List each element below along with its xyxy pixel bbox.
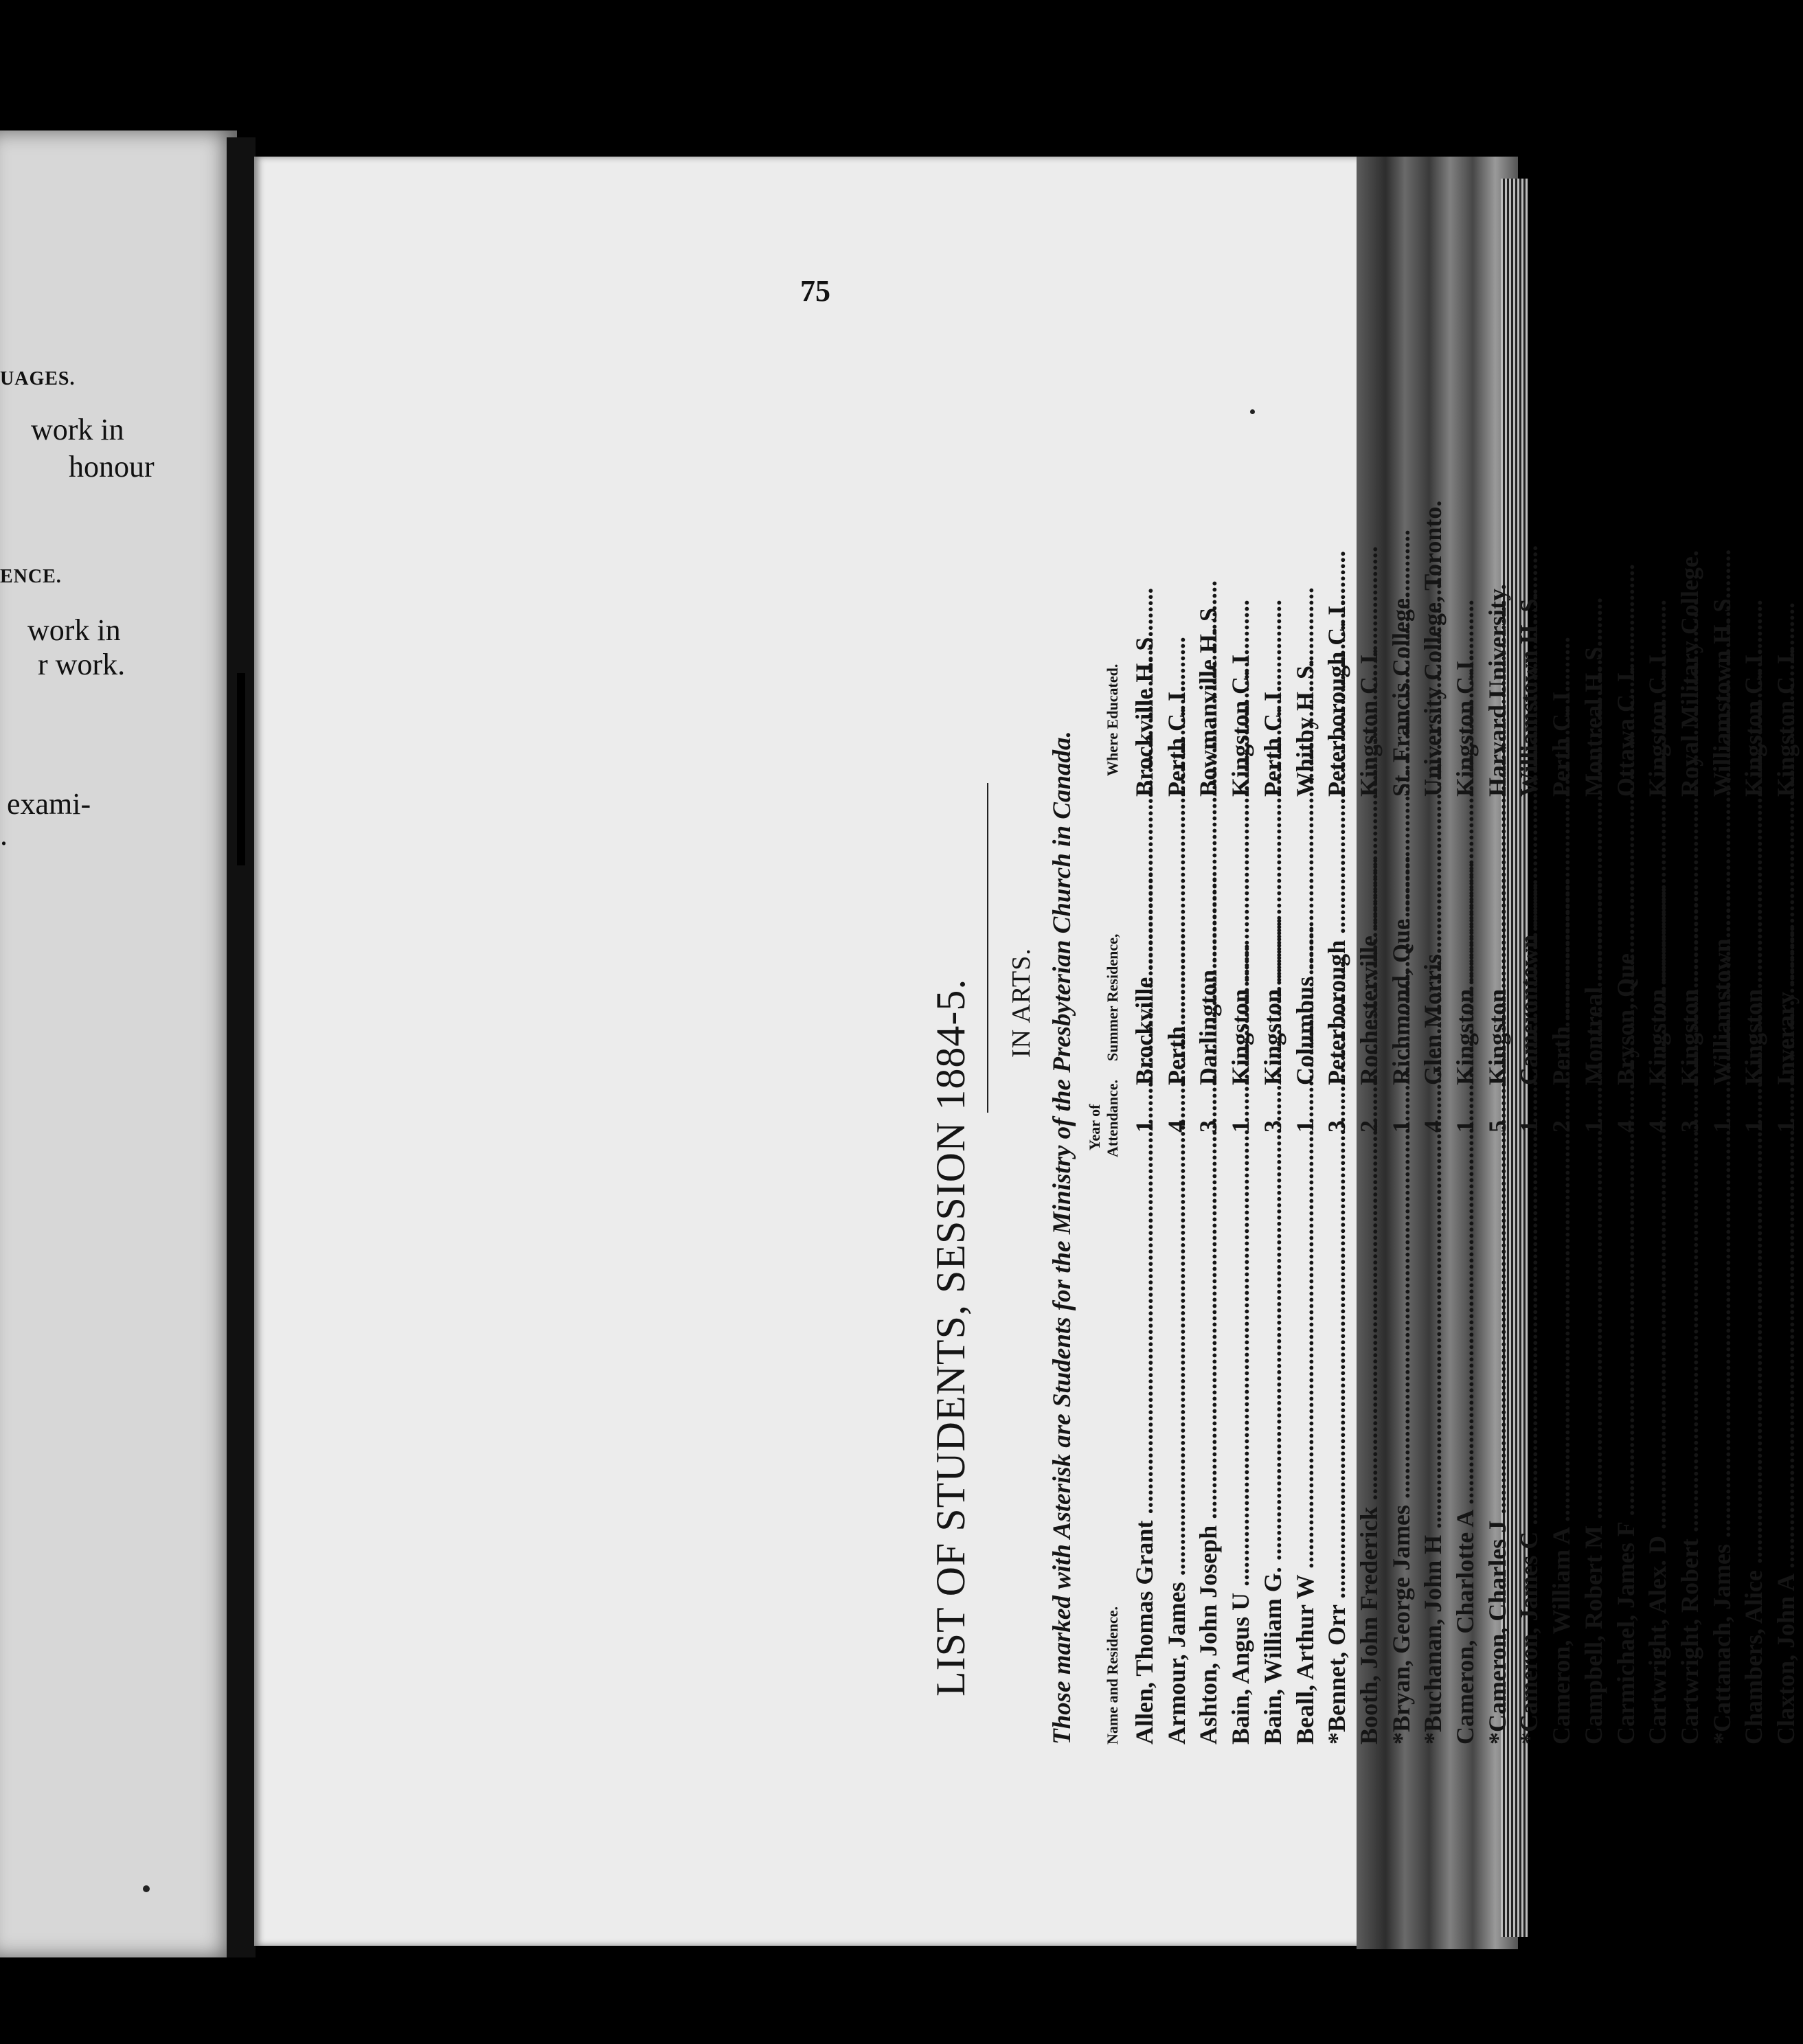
student-name: Cameron, Charlotte A ..... bbox=[1451, 1154, 1479, 1745]
summer-residence: Glen Morris ..... bbox=[1418, 797, 1447, 1085]
year-of-attendance: 1 bbox=[1772, 1120, 1800, 1133]
left-page bbox=[0, 130, 237, 1957]
summer-residence: Kingston ..... bbox=[1226, 797, 1255, 1085]
year-of-attendance: 4 bbox=[1162, 1120, 1190, 1133]
student-name: *Buchanan, John H ..... bbox=[1418, 1154, 1447, 1745]
table-row bbox=[1451, 275, 1482, 1772]
scan-border-top bbox=[0, 0, 1626, 148]
table-row bbox=[1739, 275, 1771, 1772]
year-of-attendance: 1 bbox=[1515, 1120, 1543, 1133]
summer-residence: Peterborough ..... bbox=[1322, 797, 1351, 1085]
table-row bbox=[1611, 275, 1643, 1772]
table-row bbox=[1483, 275, 1515, 1772]
student-name: Ashton, John Joseph ..... bbox=[1194, 1154, 1223, 1745]
table-row bbox=[1291, 275, 1322, 1772]
summer-residence: Kingston ..... bbox=[1643, 797, 1672, 1085]
table-row bbox=[1226, 275, 1258, 1772]
where-educated: Kingston C. I. bbox=[1644, 648, 1672, 797]
year-of-attendance: 1 bbox=[1740, 1120, 1768, 1133]
where-educated: Kingston C. I. bbox=[1740, 648, 1768, 797]
summer-residence: Montreal ..... bbox=[1579, 797, 1608, 1085]
table-row bbox=[1322, 275, 1354, 1772]
left-page-line: ENCE. bbox=[0, 566, 62, 587]
summer-residence: Bryson, Que ..... bbox=[1611, 797, 1640, 1085]
left-page-line: exami- bbox=[7, 787, 91, 821]
table-row bbox=[1130, 275, 1161, 1772]
where-educated: Williamstown H. S. bbox=[1515, 592, 1543, 797]
book-gutter-shadow bbox=[237, 673, 245, 865]
summer-residence: Columbus ..... bbox=[1291, 797, 1319, 1085]
where-educated: St. Francis College. bbox=[1387, 592, 1415, 797]
year-of-attendance: 1 bbox=[1291, 1120, 1319, 1133]
student-name: *Cameron, Charles J ..... bbox=[1483, 1154, 1512, 1745]
table-row bbox=[1354, 275, 1386, 1772]
where-educated: Perth C. I. bbox=[1547, 685, 1576, 797]
student-name: Cartwright, Alex. D ..... bbox=[1643, 1154, 1672, 1745]
where-educated: University College, Toronto. bbox=[1419, 500, 1447, 797]
year-of-attendance: 2 bbox=[1547, 1120, 1576, 1133]
column-header-educated: Where Educated. bbox=[1104, 663, 1121, 776]
table-row bbox=[1771, 275, 1803, 1772]
table-row bbox=[1194, 275, 1225, 1772]
where-educated: Kingston C.I. bbox=[1451, 654, 1479, 797]
page-title: LIST OF STUDENTS, SESSION 1884-5. bbox=[928, 978, 973, 1696]
table-row bbox=[1258, 275, 1290, 1772]
left-page-line: work in bbox=[31, 413, 124, 446]
summer-residence: Kingston ..... bbox=[1675, 797, 1704, 1085]
student-name: Carmichael, James F ..... bbox=[1611, 1154, 1640, 1745]
student-name: Bain, William G. ..... bbox=[1258, 1154, 1287, 1745]
year-of-attendance: 1 bbox=[1227, 1120, 1255, 1133]
where-educated: Whitby H. S. bbox=[1291, 659, 1319, 797]
summer-residence: Brockville ..... bbox=[1130, 797, 1159, 1085]
student-name: Bain, Angus U ..... bbox=[1226, 1154, 1255, 1745]
asterisk-note: Those marked with Asterisk are Students for the Ministry of the Presbyterian Church in Canada. bbox=[1048, 731, 1076, 1745]
column-header-year-line2: Attendance. bbox=[1104, 1079, 1121, 1157]
scan-border-bottom bbox=[0, 1964, 1626, 2044]
left-page-line: r work. bbox=[38, 648, 126, 681]
table-row bbox=[1387, 275, 1418, 1772]
summer-residence: Perth ..... bbox=[1162, 797, 1191, 1085]
where-educated: Perth C. I. bbox=[1258, 685, 1286, 797]
summer-residence: Camerontown ..... bbox=[1515, 797, 1543, 1085]
where-educated: Kingston C. I. bbox=[1354, 648, 1383, 797]
table-row bbox=[1675, 275, 1707, 1772]
where-educated: Kingston C. I. bbox=[1772, 648, 1800, 797]
summer-residence: Richmond, Que ..... bbox=[1387, 797, 1416, 1085]
title-rule bbox=[987, 783, 988, 1113]
where-educated: Kingston C. I bbox=[1227, 654, 1255, 797]
summer-residence: Darlington ..... bbox=[1194, 797, 1223, 1085]
table-row bbox=[1643, 275, 1675, 1772]
summer-residence: Perth ..... bbox=[1547, 797, 1576, 1085]
student-list bbox=[924, 275, 1800, 1772]
book-gutter bbox=[227, 137, 256, 1957]
left-page-line: . bbox=[0, 818, 8, 852]
student-name: Cartwright, Robert ..... bbox=[1675, 1154, 1704, 1745]
year-of-attendance: 5 bbox=[1483, 1120, 1511, 1133]
year-of-attendance: 4 bbox=[1419, 1120, 1447, 1133]
summer-residence: Williamstown ..... bbox=[1708, 797, 1736, 1085]
table-row bbox=[1579, 275, 1611, 1772]
summer-residence: Kingston ..... bbox=[1739, 797, 1768, 1085]
student-name: *Bennet, Orr ..... bbox=[1322, 1154, 1351, 1745]
summer-residence: Kingston ..... bbox=[1483, 797, 1512, 1085]
column-header-name: Name and Residence. bbox=[1104, 1606, 1121, 1745]
year-of-attendance: 2 bbox=[1354, 1120, 1383, 1133]
where-educated: Montreal H. S. bbox=[1579, 640, 1607, 797]
table-row bbox=[1418, 275, 1450, 1772]
year-of-attendance: 3 bbox=[1323, 1120, 1351, 1133]
left-page-line: work in bbox=[27, 613, 121, 647]
where-educated: Williamstown H. S. bbox=[1708, 592, 1736, 797]
student-name: *Cameron, James C ..... bbox=[1515, 1154, 1543, 1745]
year-of-attendance: 1 bbox=[1131, 1120, 1158, 1133]
where-educated: Perth C. I. bbox=[1162, 685, 1190, 797]
student-name: Booth, John Frederick ..... bbox=[1354, 1154, 1383, 1745]
year-of-attendance: 1 bbox=[1579, 1120, 1607, 1133]
summer-residence: Rochesterville ..... bbox=[1354, 797, 1383, 1085]
year-of-attendance: 1 bbox=[1708, 1120, 1736, 1133]
speck bbox=[143, 1885, 150, 1892]
student-name: Campbell, Robert M ..... bbox=[1579, 1154, 1608, 1745]
where-educated: Royal Military College. bbox=[1675, 550, 1703, 797]
student-name: Claxton, John A ..... bbox=[1771, 1154, 1800, 1745]
table-row bbox=[1547, 275, 1578, 1772]
table-row bbox=[1708, 275, 1739, 1772]
student-name: *Cattanach, James ..... bbox=[1708, 1154, 1736, 1745]
table-row bbox=[1515, 275, 1546, 1772]
left-page-line: honour bbox=[69, 450, 155, 484]
where-educated: Harvard University. bbox=[1483, 584, 1511, 797]
column-header-residence: Summer Residence, bbox=[1104, 933, 1121, 1061]
student-name: Cameron, William A ..... bbox=[1547, 1154, 1576, 1745]
where-educated: Peterborough C. I. bbox=[1323, 599, 1351, 797]
year-of-attendance: 4 bbox=[1611, 1120, 1640, 1133]
student-name: Armour, James ..... bbox=[1162, 1154, 1191, 1745]
summer-residence: Inverary ..... bbox=[1771, 797, 1800, 1085]
where-educated: Ottawa C. I. bbox=[1611, 666, 1640, 797]
column-header-year-line1: Year of bbox=[1086, 1104, 1103, 1150]
page-number: 75 bbox=[800, 274, 830, 308]
year-of-attendance: 1 bbox=[1451, 1120, 1479, 1133]
left-page-line: UAGES. bbox=[0, 368, 76, 389]
year-of-attendance: 3 bbox=[1194, 1120, 1223, 1133]
student-name: Chambers, Alice ..... bbox=[1739, 1154, 1768, 1745]
where-educated: Brockville H. S. bbox=[1131, 631, 1158, 797]
year-of-attendance: 3 bbox=[1675, 1120, 1703, 1133]
year-of-attendance: 4 bbox=[1644, 1120, 1672, 1133]
year-of-attendance: 3 bbox=[1258, 1120, 1286, 1133]
student-name: *Bryan, George James ..... bbox=[1387, 1154, 1416, 1745]
where-educated: Bowmanville H. S bbox=[1194, 607, 1223, 797]
student-name: Allen, Thomas Grant ..... bbox=[1130, 1154, 1159, 1745]
summer-residence: Kingston ..... bbox=[1451, 797, 1479, 1085]
table-row bbox=[1162, 275, 1194, 1772]
summer-residence: Kingston ..... bbox=[1258, 797, 1287, 1085]
student-name: Beall, Arthur W ..... bbox=[1291, 1154, 1319, 1745]
section-heading: IN ARTS. bbox=[1007, 948, 1036, 1058]
year-of-attendance: 1 bbox=[1387, 1120, 1415, 1133]
